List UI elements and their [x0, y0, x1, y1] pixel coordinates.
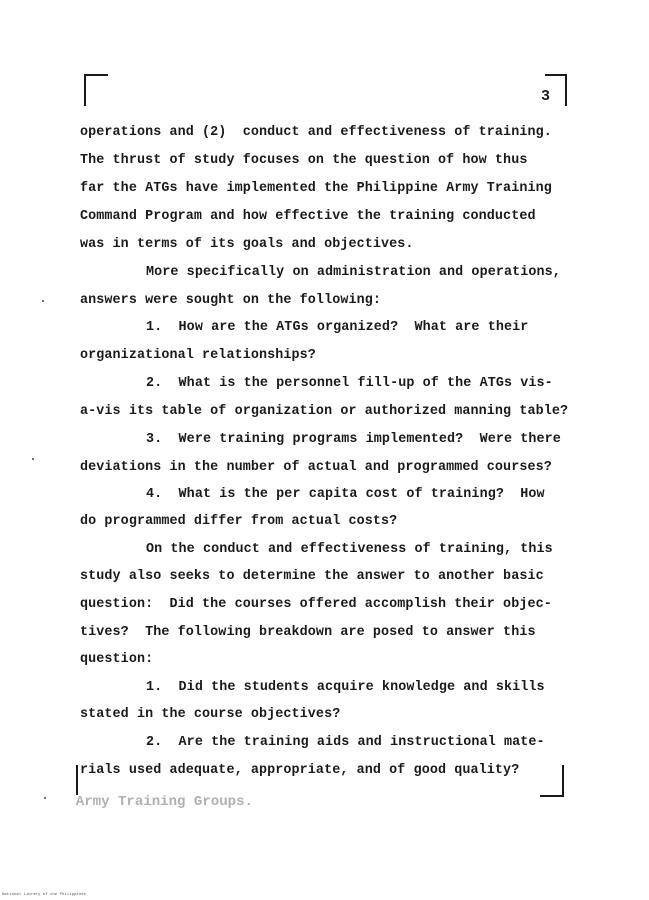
text-line: On the conduct and effectiveness of training, this	[146, 542, 553, 557]
text-line: question:	[80, 652, 154, 667]
page-number: 3	[541, 88, 551, 105]
corner-mark-top-left	[84, 74, 108, 106]
text-line: a-vis its table of organization or authorized manning table?	[80, 404, 569, 419]
corner-mark-bottom-right	[540, 765, 564, 797]
text-line: far the ATGs have implemented the Philippine Army Training	[80, 181, 552, 196]
text-line: do programmed differ from actual costs?	[80, 514, 398, 529]
text-line: 2. What is the personnel fill-up of the ATGs vis-	[146, 376, 553, 391]
text-line: was in terms of its goals and objectives.	[80, 237, 414, 252]
text-line: 1. Did the students acquire knowledge and skills	[146, 680, 545, 695]
text-line: organizational relationships?	[80, 348, 316, 363]
text-line: 1. How are the ATGs organized? What are their	[146, 320, 529, 335]
text-line: answers were sought on the following:	[80, 293, 382, 308]
text-line: Command Program and how effective the training conducted	[80, 209, 536, 224]
scan-speck	[44, 797, 46, 799]
text-line: More specifically on administration and operations,	[146, 265, 561, 280]
text-line: 3. Were training programs implemented? Were there	[146, 432, 561, 447]
text-line: operations and (2) conduct and effectiveness of training.	[80, 125, 552, 140]
text-line: deviations in the number of actual and programmed courses?	[80, 460, 552, 475]
scan-speck	[32, 458, 34, 460]
text-line: stated in the course objectives?	[80, 707, 341, 722]
scan-footer: National Library of the Philippines	[2, 893, 87, 897]
bleed-through-text: Army Training Groups.	[75, 795, 253, 810]
scan-speck	[42, 300, 44, 302]
text-line: The thrust of study focuses on the question of how thus	[80, 153, 528, 168]
text-line: question: Did the courses offered accomplish their objec-	[80, 597, 552, 612]
text-line: study also seeks to determine the answer to another basic	[80, 569, 544, 584]
text-line: rials used adequate, appropriate, and of good quality?	[80, 763, 520, 778]
text-line: 2. Are the training aids and instructional mate-	[146, 735, 545, 750]
text-line: 4. What is the per capita cost of training? How	[146, 487, 545, 502]
text-line: tives? The following breakdown are posed to answer this	[80, 625, 536, 640]
